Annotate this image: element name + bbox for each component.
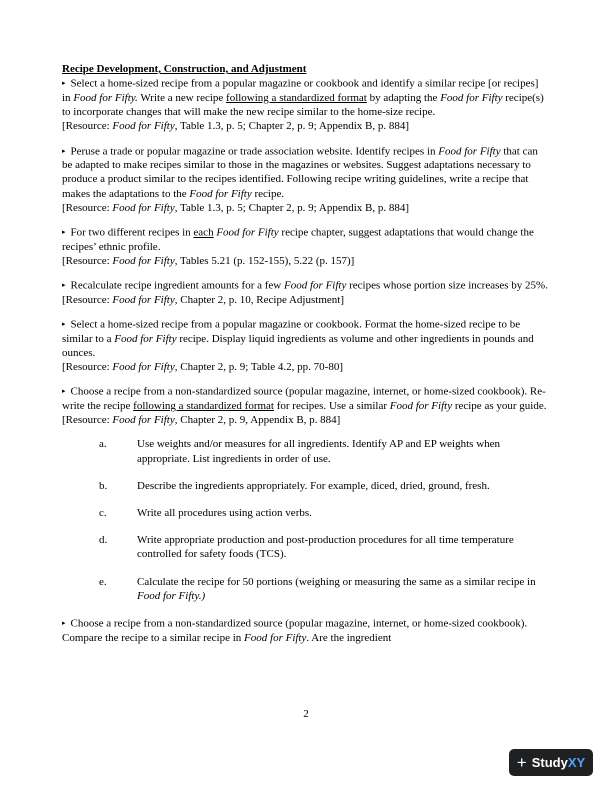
book-title: Food for Fifty.)	[137, 589, 206, 602]
list-letter: d.	[99, 534, 108, 547]
list-letter: e.	[99, 575, 107, 588]
paragraph-1	[62, 76, 548, 133]
resource-text: , Chapter 2, p. 9; Table 4.2, pp. 70-80]	[174, 361, 344, 374]
text: Select a home-sized recipe from a popular magazine or cookbook and identify a similar recipe [or recipes] in	[62, 77, 539, 104]
bullet-icon: ▸	[62, 79, 66, 88]
bullet-icon: ▸	[62, 281, 66, 290]
text: , Chapter 2, p. 10, Recipe Adjustment]	[174, 293, 344, 306]
text: recipe. Display liquid ingredients as volume and other ingredients in pounds and ounces.	[62, 332, 534, 359]
text: Recalculate recipe ingredient amounts for a few	[70, 279, 285, 292]
text: that can be adapted to make recipes similar to those in the magazines or websites. Suggest adaptations necessary to produce a product similar to the recipes identified. Following recipe writing guidelines, write a recipe that makes the adaptations to the	[62, 145, 538, 200]
book-title: Food for Fifty	[112, 414, 175, 427]
book-title: Food for Fifty	[112, 254, 175, 267]
paragraph-7	[62, 616, 548, 645]
paragraph-2	[62, 144, 548, 216]
text: recipe as your guide.	[452, 400, 547, 413]
resource-text: [Resource:	[62, 201, 113, 214]
resource-text: [Resource:	[62, 361, 113, 374]
text: Write a new recipe	[137, 91, 227, 104]
resource-text: [Resource:	[62, 254, 113, 267]
book-title: Food for Fifty	[244, 631, 307, 644]
paragraph-6	[62, 384, 548, 427]
list-item	[62, 575, 548, 603]
paragraph-3	[62, 225, 548, 268]
bullet-icon: ▸	[62, 228, 66, 237]
text: recipe(s) to incorporate changes that will make the new recipe similar to the home-size recipe.	[62, 91, 544, 119]
resource-text: , Table 1.3, p. 5; Chapter 2, p. 9; Appendix B, p. 884]	[174, 120, 410, 133]
list-item	[62, 479, 548, 493]
list-letter: a.	[99, 438, 107, 451]
section-title: Recipe Development, Construction, and Adjustment	[62, 63, 307, 75]
bullet-icon: ▸	[62, 146, 66, 155]
list-letter: b.	[99, 479, 108, 492]
underlined-text: following a standardized format	[133, 400, 274, 413]
resource-text: [Resource:	[62, 414, 113, 427]
studyxy-badge[interactable]	[509, 749, 593, 776]
resource-text: , Table 1.3, p. 5; Chapter 2, p. 9; Appendix B, p. 884]	[174, 201, 410, 214]
list-letter: c.	[99, 507, 107, 520]
book-title: Food for Fifty.	[73, 91, 138, 104]
book-title: Food for Fifty	[438, 145, 501, 158]
text: by adapting the	[366, 91, 441, 104]
paragraph-4	[62, 278, 548, 307]
plus-icon: +	[516, 753, 527, 772]
text: Peruse a trade or popular magazine or trade association website. Identify recipes in	[70, 145, 439, 158]
list-item	[62, 506, 548, 520]
bullet-icon: ▸	[62, 387, 66, 396]
bullet-icon: ▸	[62, 619, 66, 628]
book-title: Food for Fifty	[389, 400, 453, 413]
list-item	[62, 437, 548, 465]
text: Choose a recipe from a non-standardized source (popular magazine, internet, or home-sized cookbook). Re-write the recipe	[62, 385, 546, 413]
book-title: Food for Fifty	[112, 201, 175, 214]
badge-label: Study	[531, 755, 568, 770]
text: . Are the ingredient	[306, 631, 392, 644]
paragraph-5	[62, 317, 548, 374]
list-text: Use weights and/or measures for all ingredients. Identify AP and EP weights when appropriate. List ingredients in order of use.	[137, 438, 501, 465]
book-title: Food for Fifty	[114, 332, 177, 345]
list-text: Calculate the recipe for 50 portions (weighing or measuring the same as a similar recipe in	[137, 575, 536, 588]
resource-text: , Tables 5.21 (p. 152-155), 5.22 (p. 157)]	[174, 254, 355, 267]
text: Choose a recipe from a non-standardized source (popular magazine, internet, or home-sized cookbook). Compare the recipe to a similar recipe in	[62, 617, 528, 644]
book-title: Food for Fifty	[112, 361, 175, 374]
text: for recipes. Use a similar	[273, 400, 390, 413]
bullet-icon: ▸	[62, 320, 66, 329]
text: recipe.	[251, 187, 285, 200]
page-number: 2	[303, 708, 309, 720]
book-title: Food for Fifty	[284, 279, 347, 292]
text: recipes whose portion size increases by 25%. [Resource:	[62, 279, 548, 306]
page-content	[62, 62, 548, 655]
text: Select a home-sized recipe from a popular magazine or cookbook. Format the home-sized recipe to be similar to a	[62, 318, 521, 345]
resource-text: [Resource:	[62, 120, 113, 133]
text: For two different recipes in	[70, 226, 194, 239]
requirements-list	[62, 437, 548, 603]
resource-text: , Chapter 2, p. 9, Appendix B, p. 884]	[174, 414, 341, 427]
book-title: Food for Fifty	[112, 120, 175, 133]
badge-label-accent: XY	[567, 755, 586, 770]
underlined-text: each	[193, 226, 214, 239]
underlined-text: following a standardized format	[226, 91, 367, 104]
list-text: Write all procedures using action verbs.	[137, 507, 312, 520]
text: recipe chapter, suggest adaptations that would change the recipes’ ethnic profile.	[62, 226, 534, 253]
list-item	[62, 533, 548, 561]
list-text: Describe the ingredients appropriately. For example, diced, dried, ground, fresh.	[137, 479, 490, 492]
book-title: Food for Fifty	[216, 226, 279, 239]
book-title: Food for Fifty	[440, 91, 503, 104]
book-title: Food for Fifty	[189, 187, 252, 200]
book-title: Food for Fifty	[112, 293, 175, 306]
list-text: Write appropriate production and post-production procedures for all time temperature controlled for safety foods (TCS).	[137, 534, 514, 561]
